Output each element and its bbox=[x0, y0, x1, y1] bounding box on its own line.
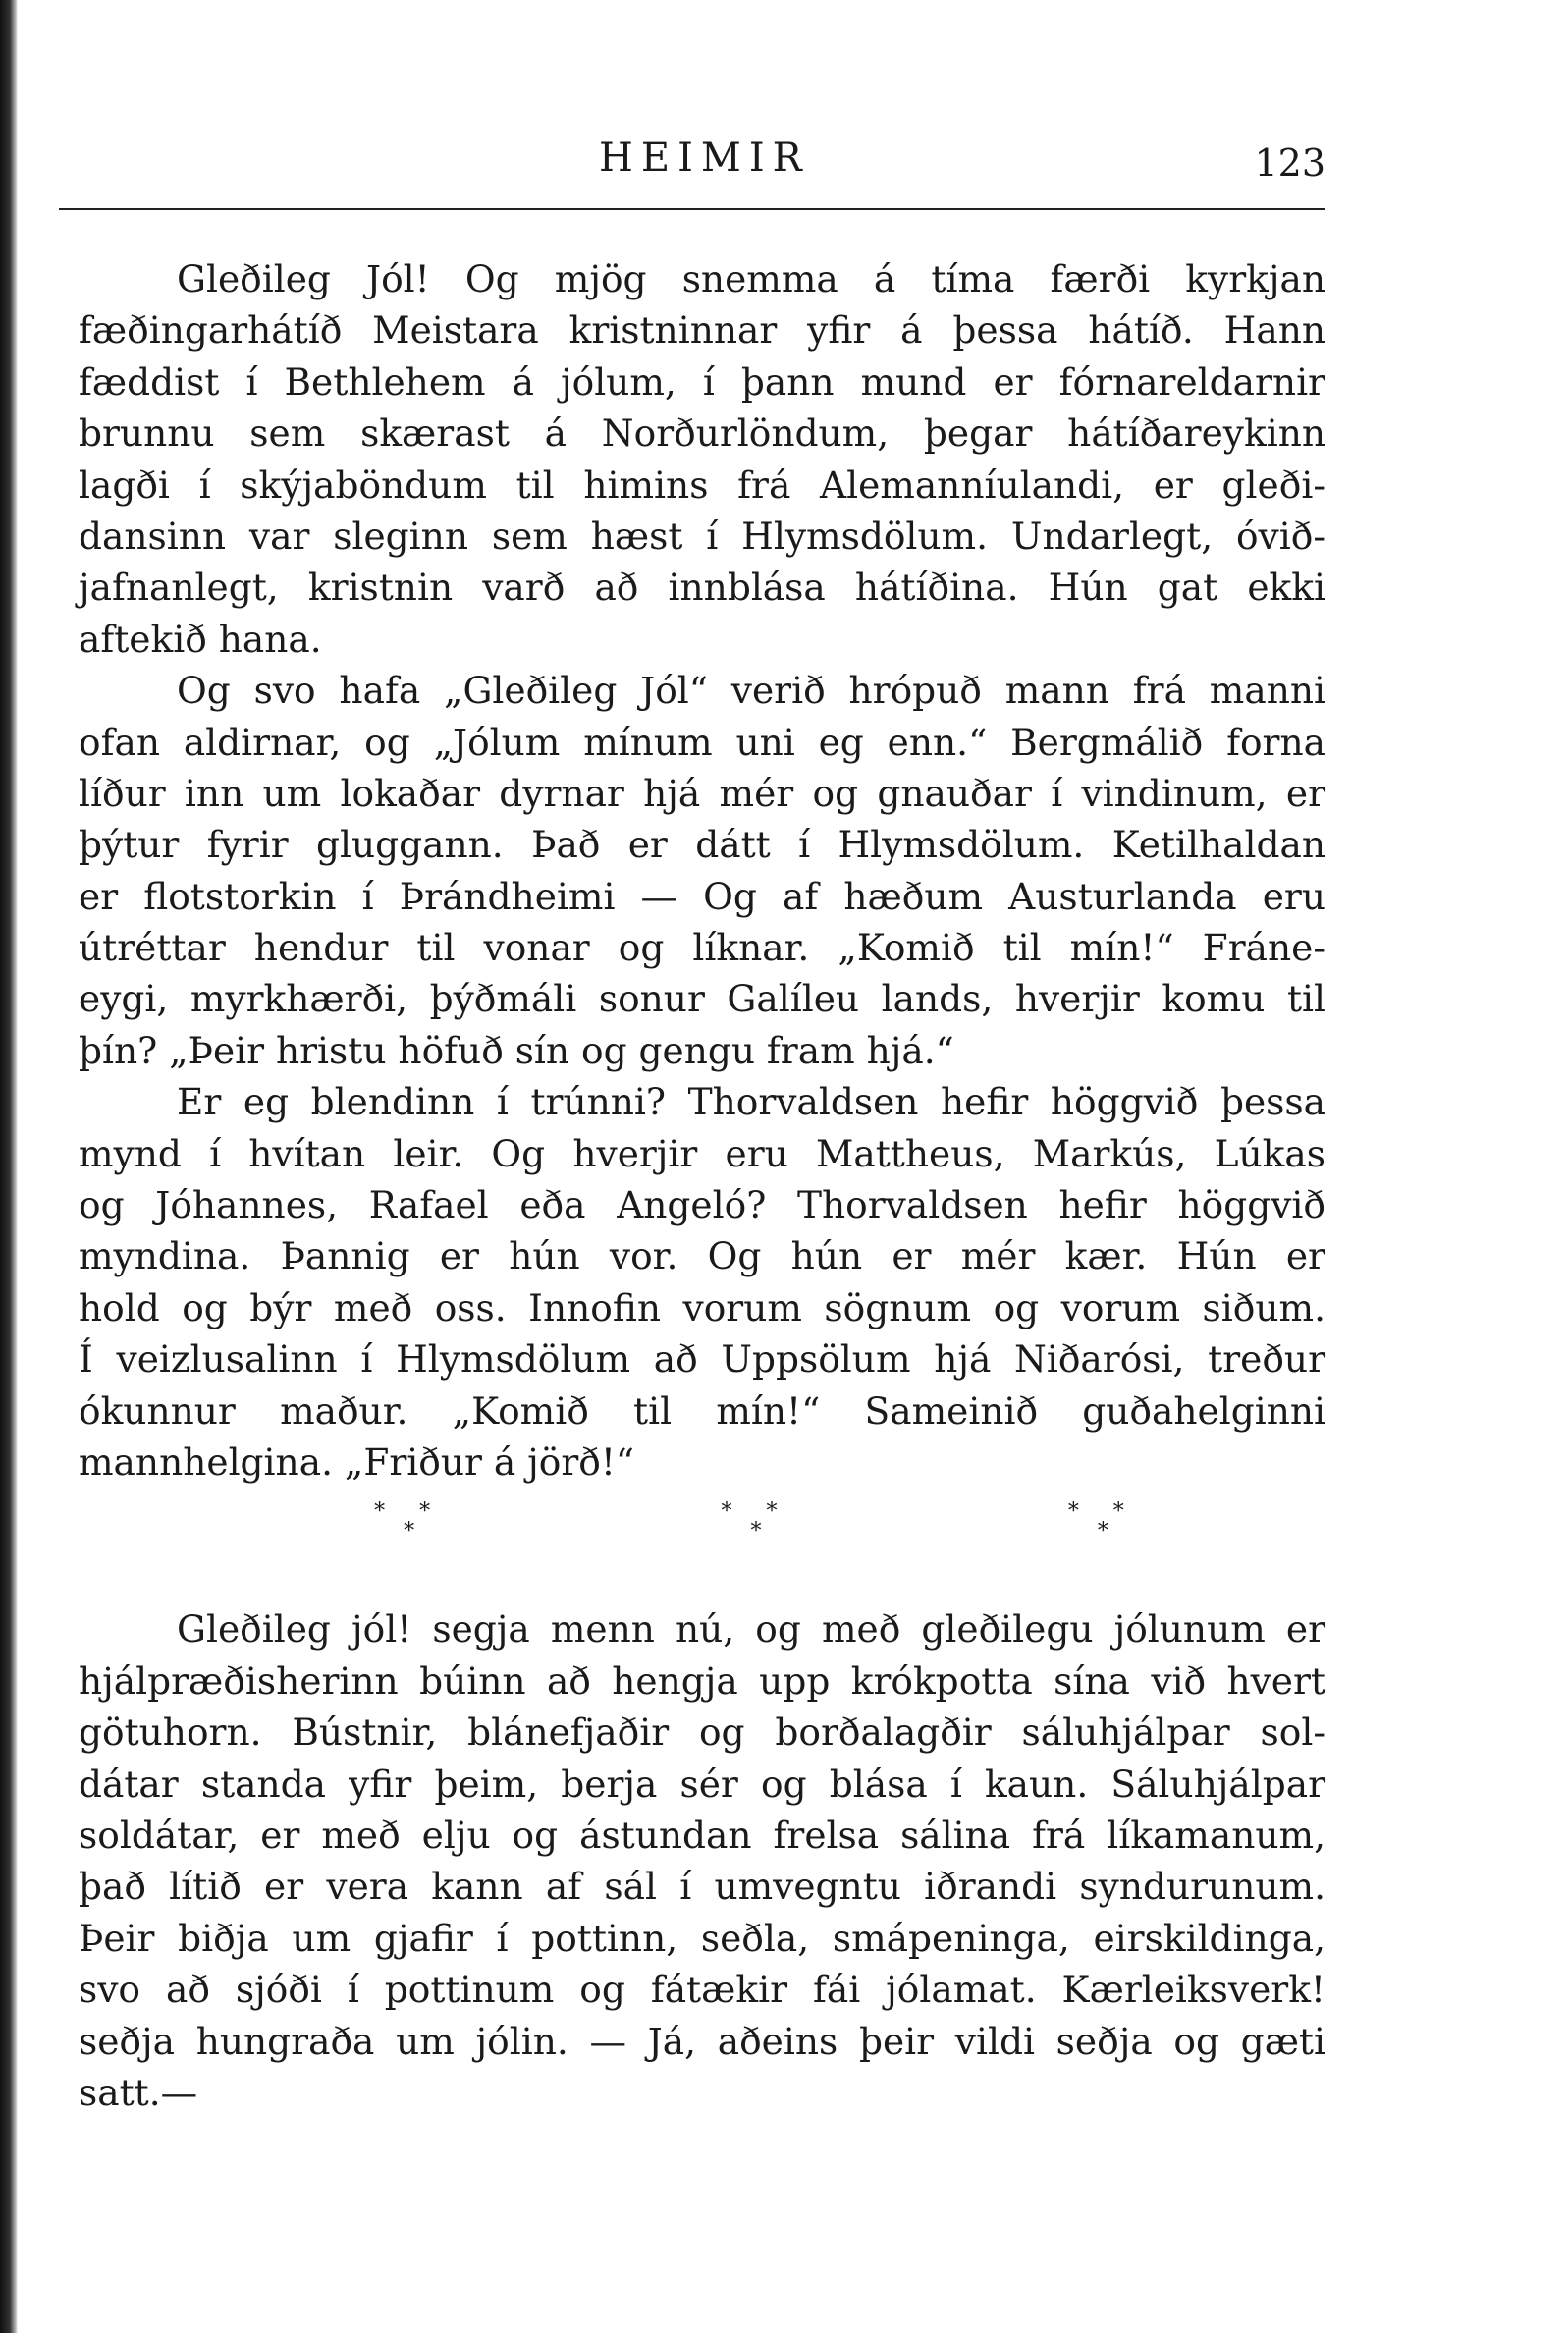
text-line: seðja hungraða um jólin. — Já, aðeins þeir vildi seðja og gæti bbox=[79, 2019, 1325, 2063]
text-line: Og svo hafa „Gleðileg Jól“ verið hrópuð mann frá manni bbox=[177, 669, 1325, 713]
text-line: þín? „Þeir hristu höfuð sín og gengu fram hjá.“ bbox=[79, 1028, 954, 1072]
header-rule bbox=[59, 208, 1325, 210]
text-line: hold og býr með oss. Innofin vorum sögnum og vorum siðum. bbox=[79, 1285, 1325, 1329]
text-line: götuhorn. Bústnir, blánefjaðir og borðalagðir sáluhjálpar sol- bbox=[79, 1710, 1325, 1755]
text-line: Gleðileg jól! segja menn nú, og með gleðilegu jólunum er bbox=[177, 1607, 1325, 1652]
binding-edge bbox=[0, 0, 18, 2333]
text-line: er flotstorkin í Þrándheimi — Og af hæðum Austurlanda eru bbox=[79, 874, 1325, 918]
body-text bbox=[79, 253, 1325, 2118]
text-line: dátar standa yfir þeim, berja sér og blása í kaun. Sáluhjálpar bbox=[79, 1762, 1325, 1806]
text-line: þýtur fyrir gluggann. Það er dátt í Hlymsdölum. Ketilhaldan bbox=[79, 823, 1325, 867]
text-line: fæddist í Bethlehem á jólum, í þann mund er fórnareldarnir bbox=[79, 359, 1325, 404]
text-line: Gleðileg Jól! Og mjög snemma á tíma færði kyrkjan bbox=[177, 257, 1325, 300]
text-line: það lítið er vera kann af sál í umvegntu iðrandi syndurunum. bbox=[79, 1865, 1325, 1909]
text-line: jafnanlegt, kristnin varð að innblása hátíðina. Hún gat ekki bbox=[79, 566, 1325, 610]
asterism-ornament: * * * bbox=[1067, 1499, 1138, 1545]
text-line: fæðingarhátíð Meistara kristninnar yfir á þessa hátíð. Hann bbox=[79, 308, 1325, 353]
text-line: lagði í skýjaböndum til himins frá Alemanníulandi, er gleði- bbox=[79, 462, 1325, 507]
text-line: ókunnur maður. „Komið til mín!“ Sameinið guðahelginni bbox=[79, 1388, 1325, 1433]
text-line: aftekið hana. bbox=[79, 617, 322, 661]
paragraph-3 bbox=[79, 1076, 1325, 1488]
page-header bbox=[59, 136, 1325, 204]
text-line: og Jóhannes, Rafael eða Angeló? Thorvaldsen hefir höggvið bbox=[79, 1183, 1325, 1227]
text-line: ofan aldirnar, og „Jólum mínum uni eg enn.“ Bergmálið forna bbox=[79, 720, 1325, 764]
section-separator bbox=[236, 1488, 1276, 1556]
text-line: hjálpræðisherinn búinn að hengja upp krókpotta sína við hvert bbox=[79, 1658, 1325, 1703]
text-line: mynd í hvítan leir. Og hverjir eru Mattheus, Markús, Lúkas bbox=[79, 1131, 1325, 1175]
text-line: Í veizlusalinn í Hlymsdölum að Uppsölum hjá Niðarósi, treður bbox=[79, 1337, 1325, 1382]
page-number: 123 bbox=[1254, 141, 1325, 185]
asterism-ornament: * * * bbox=[374, 1499, 445, 1545]
text-line: líður inn um lokaðar dyrnar hjá mér og gnauðar í vindinum, er bbox=[79, 771, 1325, 815]
text-line: Er eg blendinn í trúnni? Thorvaldsen hefir höggvið þessa bbox=[177, 1080, 1325, 1124]
text-line: Þeir biðja um gjafir í pottinn, seðla, smápeninga, eirskildinga, bbox=[79, 1916, 1325, 1960]
section-gap bbox=[79, 1556, 1325, 1603]
text-line: brunnu sem skærast á Norðurlöndum, þegar hátíðareykinn bbox=[79, 411, 1325, 456]
paragraph-4 bbox=[79, 1603, 1325, 2118]
text-line: soldátar, er með elju og ástundan frelsa sálina frá líkamanum, bbox=[79, 1813, 1325, 1857]
text-line: svo að sjóði í pottinum og fátækir fái jólamat. Kærleiksverk! bbox=[79, 1968, 1325, 2012]
asterism-ornament: * * * bbox=[721, 1499, 791, 1545]
text-line: eygi, myrkhærði, þýðmáli sonur Galíleu lands, hverjir komu til bbox=[79, 977, 1325, 1021]
text-line: myndina. Þannig er hún vor. Og hún er mér kær. Hún er bbox=[79, 1234, 1325, 1278]
paragraph-1 bbox=[79, 253, 1325, 665]
running-head: HEIMIR bbox=[599, 136, 810, 181]
text-line: dansinn var sleginn sem hæst í Hlymsdölum. Undarlegt, óvið- bbox=[79, 514, 1325, 558]
text-line: útréttar hendur til vonar og líknar. „Komið til mín!“ Fráne- bbox=[79, 926, 1325, 970]
text-line: satt.— bbox=[79, 2070, 198, 2114]
text-line: mannhelgina. „Friður á jörð!“ bbox=[79, 1439, 635, 1484]
paragraph-2 bbox=[79, 665, 1325, 1076]
